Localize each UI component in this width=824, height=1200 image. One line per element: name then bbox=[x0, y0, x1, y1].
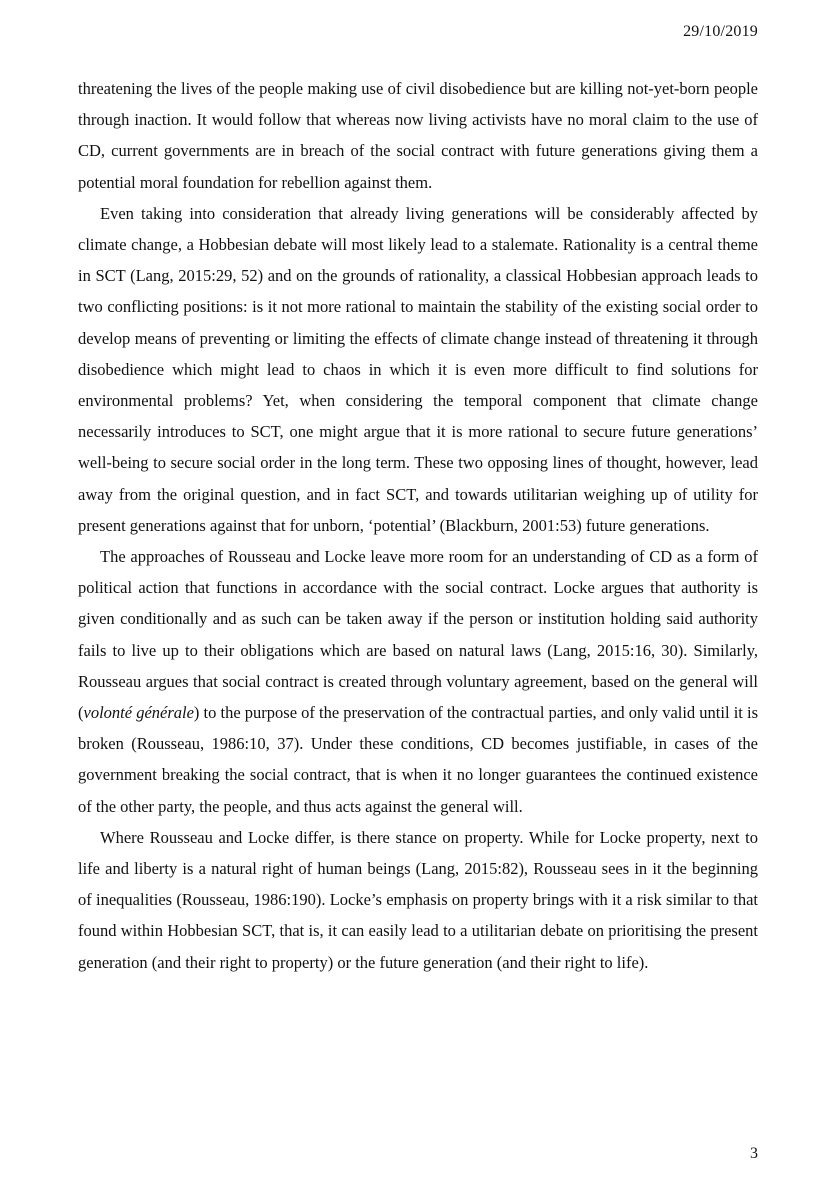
paragraph-continued: threatening the lives of the people making use of civil disobedience but are killing not-yet-born people through inaction. It would follow that whereas now living activists have no moral claim to the use of CD, current governments are in breach of the social contract with future generations giving them a potential moral foundation for rebellion against them. bbox=[78, 79, 758, 192]
paragraph-hobbesian-debate: Even taking into consideration that already living generations will be considerably affected by climate change, a Hobbesian debate will most likely lead to a stalemate. Rationality is a central theme in SCT (Lang, 2015:29, 52) and on the grounds of rationality, a classical Hobbesian approach leads to two conflicting positions: is it not more rational to maintain the stability of the existing social order to develop means of preventing or limiting the effects of climate change instead of threatening it through disobedience which might lead to chaos in which it is even more difficult to find solutions for environmental problems? Yet, when considering the temporal component that climate change necessarily introduces to SCT, one might argue that it is more rational to secure future generations’ well-being to secure social order in the long term. These two opposing lines of thought, however, lead away from the original question, and in fact SCT, and towards utilitarian weighing up of utility for present generations against that for unborn, ‘potential’ (Blackburn, 2001:53) future generations. bbox=[78, 203, 758, 535]
italic-term-volonte-generale: volonté générale bbox=[83, 703, 194, 723]
paragraph-property: Where Rousseau and Locke differ, is there stance on property. While for Locke property, next to life and liberty is a natural right of human beings (Lang, 2015:82), Rousseau sees in it the beginning of inequalities (Rousseau, 1986:190). Locke’s emphasis on property brings with it a risk similar to that found within Hobbesian SCT, that is, it can easily lead to a utilitarian debate on prioritising the present generation (and their right to property) or the future generation (and their right to life). bbox=[78, 827, 758, 972]
page-number: 3 bbox=[750, 1145, 758, 1162]
paragraph-text-before-italic: The approaches of Rousseau and Locke leave more room for an understanding of CD as a form of political action that functions in accordance with the social contract. Locke argues that authority is given conditionally and as such can be taken away if the person or institution holding said authority fails to live up to their obligations which are based on natural laws (Lang, 2015:16, 30). Similarly, Rousseau argues that social contract is created through voluntary agreement, based on the general will ( bbox=[78, 547, 758, 723]
header-date: 29/10/2019 bbox=[683, 23, 758, 40]
paragraph-rousseau-locke bbox=[78, 541, 758, 822]
body-text bbox=[78, 73, 758, 978]
paragraph-text-after-italic: ) to the purpose of the preservation of the contractual parties, and only valid until it is broken (Rousseau, 1986:10, 37). Under these conditions, CD becomes justifiable, in cases of the government breaking the social contract, that is when it no longer guarantees the continued existence of the other party, the people, and thus acts against the general will. bbox=[78, 703, 758, 816]
